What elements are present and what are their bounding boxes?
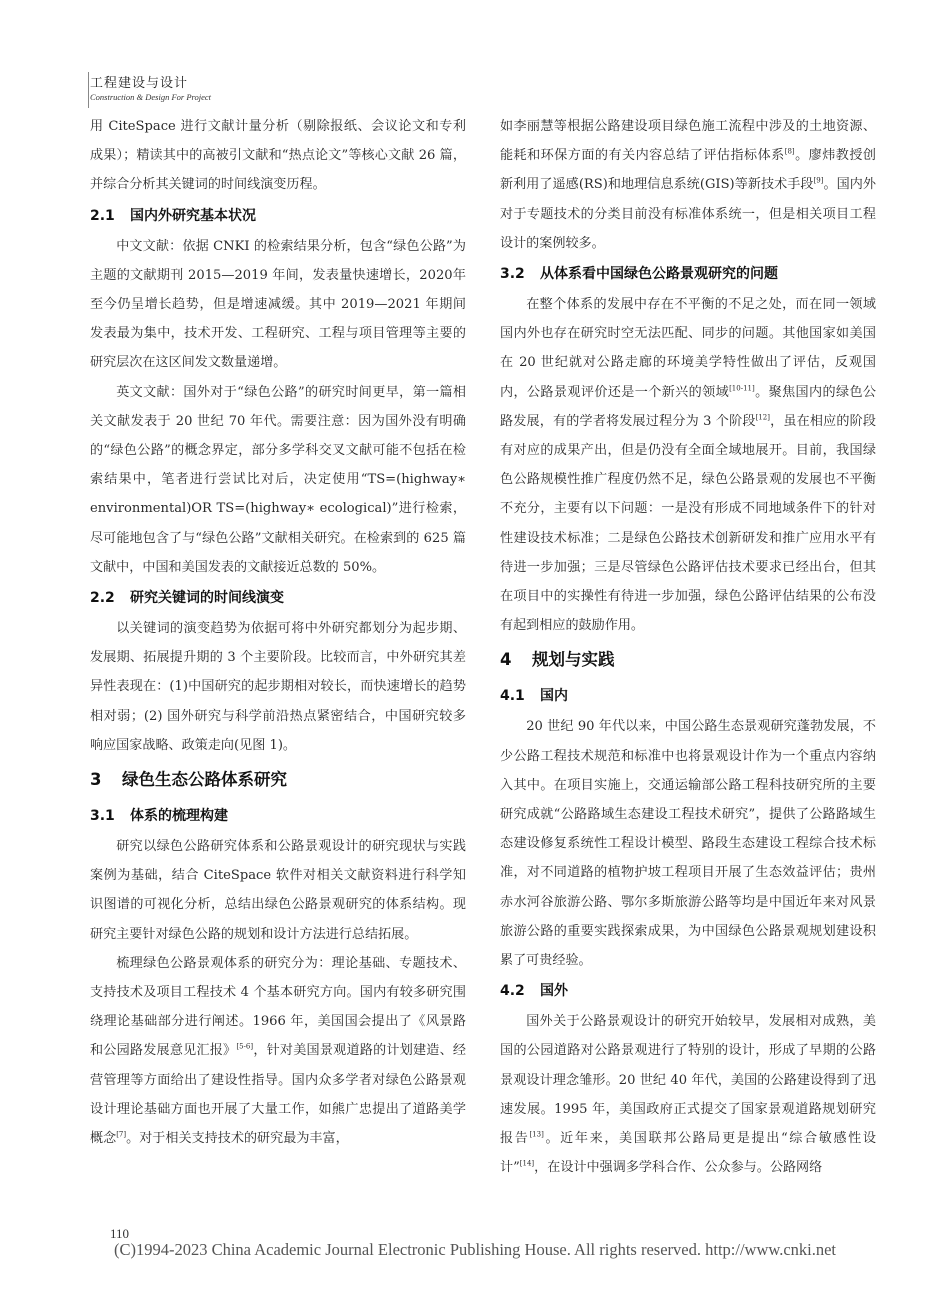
- page-number: 110: [110, 1226, 130, 1241]
- section-heading-4: [500, 640, 876, 680]
- paragraph: [500, 1007, 876, 1182]
- section-heading-2-2: [90, 582, 466, 614]
- journal-title-cn: 工程建设与设计: [90, 76, 189, 91]
- section-heading-3: [90, 760, 466, 800]
- text-run: 梳理绿色公路景观体系的研究分为：理论基础、专题技术、支持技术及项目工程技术 4 个基本研究方向。国内有较多研究围绕理论基础部分进行阐述。1966 年，美国国会提出了《风景路和公园路发展意见汇报》: [90, 955, 466, 1059]
- journal-title-en: Construction & Design For Project: [90, 92, 212, 102]
- section-title: 国内外研究基本状况: [130, 207, 256, 224]
- left-column: [90, 112, 466, 1153]
- text-run: 。聚焦国内的绿色公路发展，有的学者将发展过程分为 3 个阶段: [500, 384, 877, 429]
- text-run: 在整个体系的发展中存在不平衡的不足之处，而在同一领域国内外也存在研究时空无法匹配、同步的问题。其他国家如美国在 20 世纪就对公路走廊的环境美学特性做出了评估，反观国内，公路景观评价还是一个新兴的领域: [500, 297, 877, 400]
- section-heading-3-1: [90, 800, 466, 832]
- citation: [10-11]: [729, 384, 755, 393]
- citation: [14]: [519, 1159, 535, 1168]
- text-run: 。对于相关支持技术的研究最为丰富，: [126, 1131, 349, 1147]
- section-title: 研究关键词的时间线演变: [130, 590, 284, 607]
- running-header: [90, 72, 211, 102]
- citation: [8]: [784, 147, 795, 156]
- section-title: 绿色生态公路体系研究: [122, 770, 287, 790]
- section-number: 3.2: [500, 266, 525, 283]
- section-number: 3.1: [90, 808, 115, 825]
- section-number: 4.2: [500, 983, 525, 1000]
- copyright-notice: (C)1994-2023 China Academic Journal Electronic Publishing House. All rights reserved. http://www.cnki.net: [113, 1240, 837, 1259]
- text-run: 。廖炜教授创新利用了遥感(RS)和地理信息系统(GIS)等新技术手段: [500, 148, 877, 193]
- section-title: 国外: [540, 983, 568, 1000]
- section-heading-3-2: [500, 258, 876, 290]
- paragraph: [500, 290, 876, 640]
- section-heading-4-2: [500, 975, 876, 1007]
- section-title: 从体系看中国绿色公路景观研究的问题: [540, 266, 778, 283]
- text-run: ，在设计中强调多学科合作、公众参与。公路网络: [534, 1160, 823, 1176]
- section-number: 4: [500, 650, 512, 670]
- text-run: ，虽在相应的阶段有对应的成果产出，但是仍没有全面全域地展开。目前，我国绿色公路规模性推广程度仍然不足，绿色公路景观的发展也不平衡不充分，主要有以下问题：一是没有形成不同地域条件下的针对性建设技术标准；二是绿色公路技术创新研发和推广应用水平有待进一步加强；三是尽管绿色公路评估技术要求已经出台，但其在项目中的实操性有待进一步加强，绿色公路评估结果的公布没有起到相应的鼓励作用。: [500, 413, 876, 634]
- section-title: 国内: [540, 688, 568, 705]
- section-heading-4-1: [500, 680, 876, 712]
- paragraph: [500, 112, 876, 258]
- section-heading-2-1: [90, 200, 466, 232]
- citation: [5-6]: [236, 1043, 254, 1052]
- paragraph: [90, 949, 466, 1153]
- text-run: 国外关于公路景观设计的研究开始较早，发展相对成熟，美国的公园道路对公路景观进行了特别的设计，形成了早期的公路景观设计理念雏形。20 世纪 40 年代，美国的公路建设得到了迅速发展。1995 年，美国政府正式提交了国家景观道路规划研究报告: [500, 1014, 876, 1147]
- citation: [9]: [813, 177, 824, 186]
- text-run: 。国内外对于专题技术的分类目前没有标准体系统一，但是相关项目工程设计的案例较多。: [500, 177, 876, 251]
- right-column: [500, 112, 876, 1183]
- section-title: 体系的梳理构建: [130, 808, 228, 825]
- text-run: ，针对美国景观道路的计划建造、经营管理等方面给出了建设性指导。国内众多学者对绿色公路景观设计理论基础方面也开展了大量工作，如熊广忠提出了道路美学概念: [90, 1043, 467, 1147]
- text-run: 。近年来，美国联邦公路局更是提出“综合敏感性设计”: [500, 1131, 877, 1176]
- paragraph: 英文文献：国外对于“绿色公路”的研究时间更早，第一篇相关文献发表于 20 世纪 70 年代。需要注意：因为国外没有明确的“绿色公路”的概念界定，部分多学科交叉文献可能不包括在检索结果中，笔者进行尝试比对后，决定使用“TS=(highway∗ environmental)OR TS=(highway∗ ecological)”进行检索，尽可能地包含了与“绿色公路”文献相关研究。在检索到的 625 篇文献中，中国和美国发表的文献接近总数的 50%。: [90, 384, 466, 575]
- citation: [13]: [529, 1130, 544, 1139]
- text-run: 如李丽慧等根据公路建设项目绿色施工流程中涉及的土地资源、能耗和环保方面的有关内容总结了评估指标体系: [500, 119, 876, 164]
- section-number: 2.1: [90, 207, 115, 224]
- citation: [12]: [755, 413, 770, 422]
- header-rule: [88, 72, 89, 108]
- section-number: 2.2: [90, 590, 115, 607]
- section-number: 3: [90, 770, 102, 790]
- paragraph: 用 CiteSpace 进行文献计量分析（剔除报纸、会议论文和专利成果）；精读其中的高被引文献和“热点论文”等核心文献 26 篇，并综合分析其关键词的时间线演变历程。: [90, 119, 466, 193]
- citation: [7]: [116, 1130, 127, 1139]
- paragraph: 以关键词的演变趋势为依据可将中外研究都划分为起步期、发展期、拓展提升期的 3 个主要阶段。比较而言，中外研究其差异性表现在：(1)中国研究的起步期相对较长，而快速增长的趋势相对弱；(2) 国外研究与科学前沿热点紧密结合，中国研究较多响应国家战略、政策走向(见图 1)。: [90, 621, 466, 753]
- section-number: 4.1: [500, 688, 525, 705]
- paragraph: 20 世纪 90 年代以来，中国公路生态景观研究蓬勃发展，不少公路工程技术规范和标准中也将景观设计作为一个重点内容纳入其中。在项目实施上，交通运输部公路工程科技研究所的主要研究成就“公路路域生态建设工程技术研究”，提供了公路路域生态建设修复系统性工程设计模型、路段生态建设工程综合技术标准，对不同道路的植物护坡工程项目开展了生态效益评估；贵州赤水河谷旅游公路、鄂尔多斯旅游公路等均是中国近年来对风景旅游公路的重要实践探索成果，为中国绿色公路景观规划建设积累了可贵经验。: [500, 719, 876, 969]
- section-title: 规划与实践: [532, 650, 615, 670]
- paragraph: 中文文献：依据 CNKI 的检索结果分析，包含“绿色公路”为主题的文献期刊 2015—2019 年间，发表量快速增长，2020年至今仍呈增长趋势，但是增速减缓。其中 2019—2021 年期间发表最为集中，技术开发、工程研究、工程与项目管理等主要的研究层次在这区间发文数量递增。: [90, 238, 466, 371]
- paragraph: 研究以绿色公路研究体系和公路景观设计的研究现状与实践案例为基础，结合 CiteSpace 软件对相关文献资料进行科学知识图谱的可视化分析，总结出绿色公路景观研究的体系结构。现研究主要针对绿色公路的规划和设计方法进行总结拓展。: [90, 839, 466, 942]
